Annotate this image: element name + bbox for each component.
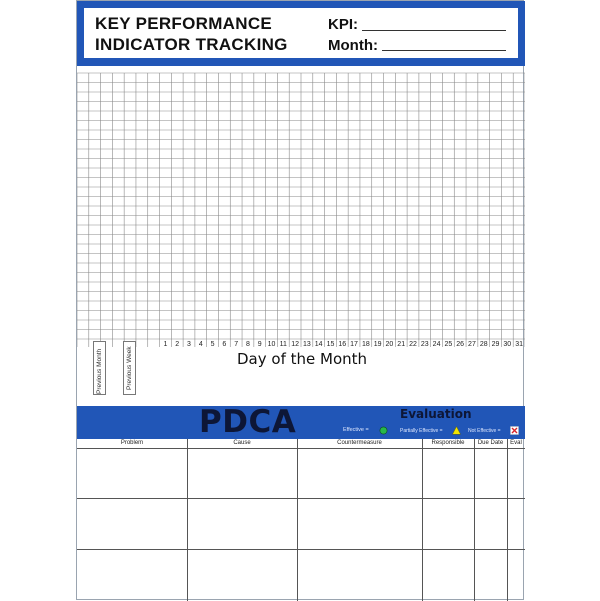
evaluation-title: Evaluation xyxy=(400,407,472,421)
previous-week-label: Previous Week xyxy=(126,346,133,390)
day-label: 31 xyxy=(515,341,524,348)
day-label: 5 xyxy=(210,341,215,348)
previous-month-box xyxy=(93,341,106,395)
day-label: 11 xyxy=(279,341,287,348)
day-label: 13 xyxy=(302,341,311,348)
tracking-grid[interactable] xyxy=(77,1,525,401)
col-header-responsible: Responsible xyxy=(431,440,465,446)
day-label: 6 xyxy=(222,341,227,348)
day-label: 9 xyxy=(257,341,262,348)
legend-partial-label: Partially Effective = xyxy=(400,428,443,434)
day-label: 26 xyxy=(456,341,465,348)
day-label: 16 xyxy=(338,341,347,348)
day-label: 22 xyxy=(409,341,417,348)
day-label: 21 xyxy=(397,341,406,348)
table-col-rule xyxy=(474,439,475,601)
day-label: 23 xyxy=(420,341,429,348)
day-label: 14 xyxy=(314,341,323,348)
col-header-countermeasure: Countermeasure xyxy=(337,440,382,446)
day-label: 25 xyxy=(444,341,453,348)
table-col-rule xyxy=(187,439,188,601)
day-label: 30 xyxy=(503,341,512,348)
day-label: 3 xyxy=(187,341,191,348)
col-header-problem: Problem xyxy=(120,440,144,446)
day-label: 19 xyxy=(373,341,382,348)
table-col-rule xyxy=(507,439,508,601)
kpi-tracking-board xyxy=(76,0,524,600)
day-label: 12 xyxy=(291,341,300,348)
previous-week-box xyxy=(123,341,136,395)
day-label: 27 xyxy=(468,341,476,348)
pdca-title: PDCA xyxy=(199,404,297,440)
table-cell-problem-2[interactable] xyxy=(77,499,187,549)
legend-effective-label: Effective = xyxy=(343,427,369,433)
day-label: 29 xyxy=(491,341,500,348)
day-label: 8 xyxy=(245,341,250,348)
yellow-triangle-icon xyxy=(452,426,461,435)
kpi-label: KPI: xyxy=(328,16,358,33)
green-circle-icon xyxy=(379,426,388,435)
day-label: 2 xyxy=(175,341,180,348)
month-label: Month: xyxy=(328,37,378,54)
col-header-eval: Eval xyxy=(510,440,522,446)
day-label: 24 xyxy=(432,341,441,348)
x-axis-title: Day of the Month xyxy=(237,350,368,368)
col-header-due-date: Due Date xyxy=(477,440,504,446)
pdca-table xyxy=(77,439,525,601)
day-label: 7 xyxy=(234,341,239,348)
day-label: 18 xyxy=(361,341,370,348)
title-line-1: KEY PERFORMANCE xyxy=(95,14,273,33)
table-col-rule xyxy=(422,439,423,601)
day-label: 1 xyxy=(163,341,168,348)
day-label: 4 xyxy=(198,341,203,348)
previous-month-label: Previous Month xyxy=(96,348,103,394)
day-label: 10 xyxy=(267,341,276,348)
day-label: 20 xyxy=(385,341,394,348)
title-line-2: INDICATOR TRACKING xyxy=(95,35,288,54)
red-x-icon xyxy=(510,426,519,435)
table-col-rule xyxy=(297,439,298,601)
table-cell-problem-3[interactable] xyxy=(77,550,187,601)
legend-not-effective-label: Not Effective = xyxy=(468,428,501,434)
day-label: 28 xyxy=(479,341,488,348)
col-header-cause: Cause xyxy=(233,440,251,446)
day-label: 17 xyxy=(350,341,358,348)
table-cell-problem-1[interactable] xyxy=(77,449,187,498)
day-label: 15 xyxy=(326,341,335,348)
